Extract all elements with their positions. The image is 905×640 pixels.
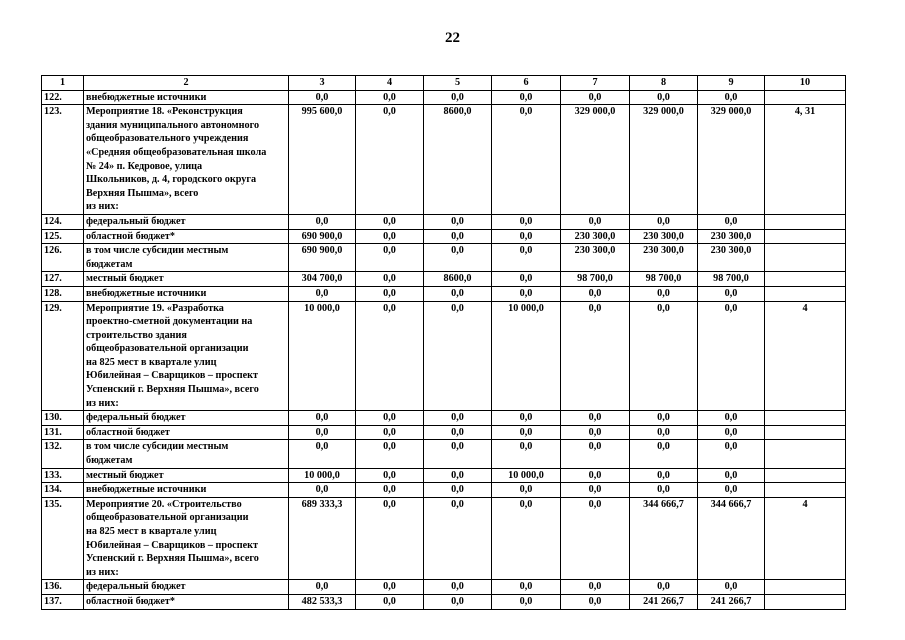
column-header-1: 1 xyxy=(42,76,84,91)
column-header-6: 6 xyxy=(492,76,561,91)
table-row xyxy=(42,214,846,229)
table-row xyxy=(42,286,846,301)
target-indicator-cell xyxy=(765,580,846,595)
row-name-line: общеобразовательной организации xyxy=(86,343,249,355)
table-row xyxy=(42,244,846,272)
target-indicator-cell xyxy=(765,244,846,272)
row-name xyxy=(84,440,289,468)
row-name xyxy=(84,497,289,580)
header-row xyxy=(42,76,846,91)
target-indicator-cell: 4, 31 xyxy=(765,105,846,215)
value-cell-col-8: 98 700,0 xyxy=(630,272,698,287)
row-number: 122. xyxy=(42,90,84,105)
row-name-line: Мероприятие 19. «Разработка xyxy=(86,302,224,314)
row-name xyxy=(84,580,289,595)
value-cell-col-5: 0,0 xyxy=(424,229,492,244)
value-cell-col-7: 0,0 xyxy=(561,214,630,229)
value-cell-col-5: 0,0 xyxy=(424,244,492,272)
value-cell-col-3: 689 333,3 xyxy=(289,497,356,580)
row-name-line: строительство здания xyxy=(86,329,187,341)
value-cell-col-8: 0,0 xyxy=(630,411,698,426)
value-cell-col-9: 241 266,7 xyxy=(698,594,765,609)
value-cell-col-3: 0,0 xyxy=(289,440,356,468)
row-name xyxy=(84,594,289,609)
row-name xyxy=(84,301,289,411)
row-name xyxy=(84,105,289,215)
row-name-line: внебюджетные источники xyxy=(86,287,207,299)
value-cell-col-8: 0,0 xyxy=(630,90,698,105)
row-number: 132. xyxy=(42,440,84,468)
target-indicator-cell xyxy=(765,425,846,440)
table-row xyxy=(42,580,846,595)
column-header-8: 8 xyxy=(630,76,698,91)
table-row xyxy=(42,272,846,287)
value-cell-col-9: 344 666,7 xyxy=(698,497,765,580)
value-cell-col-9: 230 300,0 xyxy=(698,229,765,244)
value-cell-col-8: 230 300,0 xyxy=(630,229,698,244)
row-name-line: здания муниципального автономного xyxy=(86,119,260,131)
value-cell-col-8: 0,0 xyxy=(630,468,698,483)
value-cell-col-6: 0,0 xyxy=(492,483,561,498)
value-cell-col-6: 0,0 xyxy=(492,425,561,440)
value-cell-col-3: 304 700,0 xyxy=(289,272,356,287)
value-cell-col-4: 0,0 xyxy=(356,497,424,580)
column-header-10: 10 xyxy=(765,76,846,91)
value-cell-col-8: 0,0 xyxy=(630,214,698,229)
value-cell-col-7: 0,0 xyxy=(561,301,630,411)
value-cell-col-4: 0,0 xyxy=(356,468,424,483)
value-cell-col-5: 0,0 xyxy=(424,411,492,426)
value-cell-col-9: 0,0 xyxy=(698,301,765,411)
row-number: 131. xyxy=(42,425,84,440)
table-row xyxy=(42,497,846,580)
value-cell-col-6: 10 000,0 xyxy=(492,468,561,483)
value-cell-col-6: 0,0 xyxy=(492,440,561,468)
row-name-line: Успенский г. Верхняя Пышма», всего xyxy=(86,553,259,565)
row-name xyxy=(84,214,289,229)
row-number: 126. xyxy=(42,244,84,272)
value-cell-col-7: 0,0 xyxy=(561,411,630,426)
row-name xyxy=(84,286,289,301)
table-row xyxy=(42,468,846,483)
value-cell-col-4: 0,0 xyxy=(356,580,424,595)
row-number: 136. xyxy=(42,580,84,595)
row-name xyxy=(84,425,289,440)
row-name-line: областной бюджет* xyxy=(86,595,175,607)
value-cell-col-3: 0,0 xyxy=(289,90,356,105)
row-name-line: внебюджетные источники xyxy=(86,91,207,103)
value-cell-col-8: 0,0 xyxy=(630,286,698,301)
target-indicator-cell xyxy=(765,286,846,301)
value-cell-col-4: 0,0 xyxy=(356,90,424,105)
row-name-line: областной бюджет xyxy=(86,426,170,438)
value-cell-col-5: 0,0 xyxy=(424,286,492,301)
table-row xyxy=(42,229,846,244)
value-cell-col-6: 0,0 xyxy=(492,497,561,580)
value-cell-col-3: 0,0 xyxy=(289,580,356,595)
row-number: 135. xyxy=(42,497,84,580)
value-cell-col-9: 0,0 xyxy=(698,425,765,440)
row-number: 127. xyxy=(42,272,84,287)
value-cell-col-5: 8600,0 xyxy=(424,272,492,287)
row-number: 137. xyxy=(42,594,84,609)
target-indicator-cell xyxy=(765,229,846,244)
value-cell-col-9: 0,0 xyxy=(698,411,765,426)
table-row xyxy=(42,90,846,105)
value-cell-col-4: 0,0 xyxy=(356,411,424,426)
value-cell-col-5: 0,0 xyxy=(424,440,492,468)
value-cell-col-6: 0,0 xyxy=(492,105,561,215)
value-cell-col-7: 230 300,0 xyxy=(561,229,630,244)
value-cell-col-8: 0,0 xyxy=(630,425,698,440)
value-cell-col-9: 329 000,0 xyxy=(698,105,765,215)
table-row xyxy=(42,411,846,426)
value-cell-col-5: 0,0 xyxy=(424,214,492,229)
row-name-line: в том числе субсидии местным xyxy=(86,245,229,257)
value-cell-col-5: 0,0 xyxy=(424,483,492,498)
table-body xyxy=(42,90,846,609)
value-cell-col-5: 0,0 xyxy=(424,301,492,411)
value-cell-col-3: 0,0 xyxy=(289,411,356,426)
row-number: 128. xyxy=(42,286,84,301)
table-row xyxy=(42,594,846,609)
row-name-line: Школьников, д. 4, городского округа xyxy=(86,174,257,186)
value-cell-col-7: 0,0 xyxy=(561,497,630,580)
value-cell-col-5: 0,0 xyxy=(424,90,492,105)
row-name-line: федеральный бюджет xyxy=(86,215,186,227)
row-name xyxy=(84,244,289,272)
row-name xyxy=(84,468,289,483)
value-cell-col-4: 0,0 xyxy=(356,440,424,468)
target-indicator-cell xyxy=(765,468,846,483)
value-cell-col-9: 0,0 xyxy=(698,286,765,301)
row-name-line: бюджетам xyxy=(86,258,133,270)
row-name-line: из них: xyxy=(86,566,119,578)
value-cell-col-9: 0,0 xyxy=(698,468,765,483)
row-name xyxy=(84,90,289,105)
value-cell-col-6: 0,0 xyxy=(492,286,561,301)
table-row xyxy=(42,105,846,215)
row-name-line: проектно-сметной документации на xyxy=(86,316,253,328)
value-cell-col-7: 0,0 xyxy=(561,483,630,498)
value-cell-col-4: 0,0 xyxy=(356,301,424,411)
row-name xyxy=(84,483,289,498)
value-cell-col-3: 0,0 xyxy=(289,214,356,229)
column-header-4: 4 xyxy=(356,76,424,91)
row-name-line: местный бюджет xyxy=(86,469,164,481)
value-cell-col-3: 0,0 xyxy=(289,286,356,301)
value-cell-col-4: 0,0 xyxy=(356,229,424,244)
value-cell-col-8: 0,0 xyxy=(630,301,698,411)
row-name-line: на 825 мест в квартале улиц xyxy=(86,356,217,368)
table-row xyxy=(42,440,846,468)
row-name-line: внебюджетные источники xyxy=(86,484,207,496)
row-name-line: общеобразовательной организации xyxy=(86,512,249,524)
value-cell-col-6: 0,0 xyxy=(492,229,561,244)
value-cell-col-6: 0,0 xyxy=(492,580,561,595)
value-cell-col-5: 8600,0 xyxy=(424,105,492,215)
value-cell-col-3: 10 000,0 xyxy=(289,468,356,483)
row-number: 134. xyxy=(42,483,84,498)
value-cell-col-5: 0,0 xyxy=(424,425,492,440)
value-cell-col-9: 230 300,0 xyxy=(698,244,765,272)
target-indicator-cell xyxy=(765,594,846,609)
target-indicator-cell xyxy=(765,483,846,498)
value-cell-col-8: 0,0 xyxy=(630,483,698,498)
column-header-5: 5 xyxy=(424,76,492,91)
value-cell-col-9: 98 700,0 xyxy=(698,272,765,287)
target-indicator-cell xyxy=(765,272,846,287)
value-cell-col-4: 0,0 xyxy=(356,594,424,609)
row-name-line: из них: xyxy=(86,201,119,213)
row-name xyxy=(84,229,289,244)
column-header-3: 3 xyxy=(289,76,356,91)
value-cell-col-9: 0,0 xyxy=(698,90,765,105)
value-cell-col-4: 0,0 xyxy=(356,105,424,215)
row-name-line: Юбилейная – Сварщиков – проспект xyxy=(86,370,258,382)
value-cell-col-7: 98 700,0 xyxy=(561,272,630,287)
value-cell-col-5: 0,0 xyxy=(424,468,492,483)
value-cell-col-7: 230 300,0 xyxy=(561,244,630,272)
value-cell-col-3: 0,0 xyxy=(289,425,356,440)
row-name-line: бюджетам xyxy=(86,455,133,467)
row-name-line: на 825 мест в квартале улиц xyxy=(86,526,217,537)
row-number: 124. xyxy=(42,214,84,229)
target-indicator-cell xyxy=(765,214,846,229)
value-cell-col-6: 10 000,0 xyxy=(492,301,561,411)
value-cell-col-6: 0,0 xyxy=(492,90,561,105)
page-number: 22 xyxy=(445,30,460,46)
row-number: 133. xyxy=(42,468,84,483)
value-cell-col-4: 0,0 xyxy=(356,244,424,272)
row-name-line: «Средняя общеобразовательная школа xyxy=(86,146,267,158)
row-number: 130. xyxy=(42,411,84,426)
value-cell-col-8: 344 666,7 xyxy=(630,497,698,580)
row-name-line: местный бюджет xyxy=(86,273,164,285)
row-number: 129. xyxy=(42,301,84,411)
value-cell-col-3: 482 533,3 xyxy=(289,594,356,609)
value-cell-col-7: 329 000,0 xyxy=(561,105,630,215)
value-cell-col-6: 0,0 xyxy=(492,272,561,287)
row-name-line: Успенский г. Верхняя Пышма», всего xyxy=(86,384,259,396)
row-name xyxy=(84,411,289,426)
row-name-line: из них: xyxy=(86,397,119,409)
target-indicator-cell: 4 xyxy=(765,301,846,411)
value-cell-col-6: 0,0 xyxy=(492,594,561,609)
value-cell-col-7: 0,0 xyxy=(561,594,630,609)
budget-table xyxy=(41,75,846,610)
value-cell-col-3: 0,0 xyxy=(289,483,356,498)
value-cell-col-8: 329 000,0 xyxy=(630,105,698,215)
target-indicator-cell xyxy=(765,440,846,468)
row-name-line: федеральный бюджет xyxy=(86,581,186,593)
row-number: 123. xyxy=(42,105,84,215)
value-cell-col-8: 0,0 xyxy=(630,440,698,468)
value-cell-col-7: 0,0 xyxy=(561,580,630,595)
value-cell-col-9: 0,0 xyxy=(698,580,765,595)
target-indicator-cell xyxy=(765,90,846,105)
value-cell-col-3: 10 000,0 xyxy=(289,301,356,411)
value-cell-col-8: 241 266,7 xyxy=(630,594,698,609)
value-cell-col-7: 0,0 xyxy=(561,286,630,301)
row-name-line: Мероприятие 18. «Реконструкция xyxy=(86,106,243,118)
row-name-line: федеральный бюджет xyxy=(86,412,186,424)
row-name-line: общеобразовательного учреждения xyxy=(86,133,249,145)
row-name-line: № 24» п. Кедровое, улица xyxy=(86,160,203,172)
value-cell-col-5: 0,0 xyxy=(424,580,492,595)
value-cell-col-9: 0,0 xyxy=(698,214,765,229)
table-row xyxy=(42,301,846,411)
value-cell-col-3: 690 900,0 xyxy=(289,244,356,272)
value-cell-col-4: 0,0 xyxy=(356,483,424,498)
value-cell-col-9: 0,0 xyxy=(698,483,765,498)
value-cell-col-6: 0,0 xyxy=(492,214,561,229)
row-number: 125. xyxy=(42,229,84,244)
target-indicator-cell xyxy=(765,411,846,426)
table-row xyxy=(42,425,846,440)
value-cell-col-4: 0,0 xyxy=(356,272,424,287)
row-name xyxy=(84,272,289,287)
value-cell-col-7: 0,0 xyxy=(561,90,630,105)
value-cell-col-6: 0,0 xyxy=(492,244,561,272)
value-cell-col-3: 690 900,0 xyxy=(289,229,356,244)
row-name-line: Юбилейная – Сварщиков – проспект xyxy=(86,539,258,551)
value-cell-col-4: 0,0 xyxy=(356,214,424,229)
column-header-7: 7 xyxy=(561,76,630,91)
column-header-9: 9 xyxy=(698,76,765,91)
row-name-line: в том числе субсидии местным xyxy=(86,441,229,453)
value-cell-col-4: 0,0 xyxy=(356,286,424,301)
table-row xyxy=(42,483,846,498)
value-cell-col-5: 0,0 xyxy=(424,497,492,580)
value-cell-col-3: 995 600,0 xyxy=(289,105,356,215)
value-cell-col-5: 0,0 xyxy=(424,594,492,609)
value-cell-col-7: 0,0 xyxy=(561,440,630,468)
value-cell-col-7: 0,0 xyxy=(561,468,630,483)
row-name-line: Мероприятие 20. «Строительство xyxy=(86,498,242,510)
row-name-line: областной бюджет* xyxy=(86,230,175,242)
value-cell-col-8: 230 300,0 xyxy=(630,244,698,272)
value-cell-col-4: 0,0 xyxy=(356,425,424,440)
target-indicator-cell: 4 xyxy=(765,497,846,580)
value-cell-col-7: 0,0 xyxy=(561,425,630,440)
row-name-line: Верхняя Пышма», всего xyxy=(86,187,199,199)
value-cell-col-8: 0,0 xyxy=(630,580,698,595)
value-cell-col-6: 0,0 xyxy=(492,411,561,426)
column-header-2: 2 xyxy=(84,76,289,91)
value-cell-col-9: 0,0 xyxy=(698,440,765,468)
